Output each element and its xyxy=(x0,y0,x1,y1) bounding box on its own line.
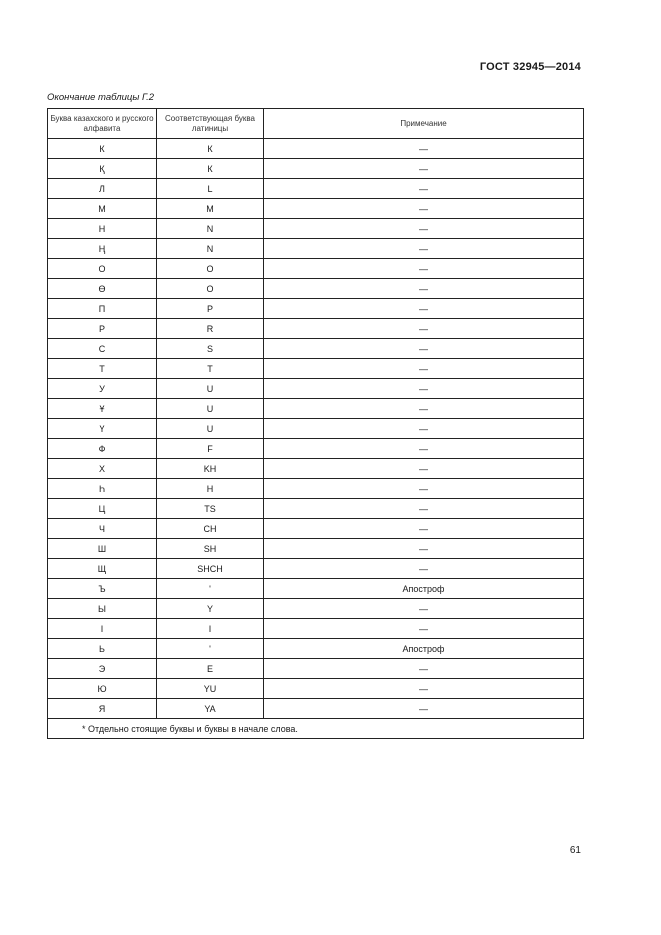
table-caption: Окончание таблицы Г.2 xyxy=(47,92,155,103)
cell-latin-letter: SHCH xyxy=(157,559,264,579)
cell-kazakh-russian-letter: Н xyxy=(48,219,157,239)
table-body xyxy=(48,139,584,719)
cell-latin-letter: O xyxy=(157,259,264,279)
cell-note: — xyxy=(264,159,584,179)
cell-kazakh-russian-letter: Ү xyxy=(48,419,157,439)
cell-note: — xyxy=(264,539,584,559)
table-row xyxy=(48,619,584,639)
cell-latin-letter: P xyxy=(157,299,264,319)
table-row xyxy=(48,139,584,159)
cell-note: — xyxy=(264,219,584,239)
cell-latin-letter: U xyxy=(157,419,264,439)
table-row xyxy=(48,339,584,359)
cell-kazakh-russian-letter: Щ xyxy=(48,559,157,579)
table-footnote: * Отдельно стоящие буквы и буквы в начале слова. xyxy=(48,719,584,739)
cell-note: — xyxy=(264,439,584,459)
cell-note: — xyxy=(264,359,584,379)
table-header-row xyxy=(48,109,584,139)
cell-kazakh-russian-letter: Я xyxy=(48,699,157,719)
cell-latin-letter: ' xyxy=(157,639,264,659)
cell-kazakh-russian-letter: К xyxy=(48,139,157,159)
cell-note: — xyxy=(264,259,584,279)
cell-note: — xyxy=(264,319,584,339)
table-row xyxy=(48,559,584,579)
cell-note: — xyxy=(264,479,584,499)
table-row xyxy=(48,359,584,379)
cell-note: — xyxy=(264,699,584,719)
cell-kazakh-russian-letter: Ъ xyxy=(48,579,157,599)
cell-latin-letter: E xyxy=(157,659,264,679)
table-row xyxy=(48,659,584,679)
cell-kazakh-russian-letter: Ш xyxy=(48,539,157,559)
table-row xyxy=(48,419,584,439)
table-row xyxy=(48,299,584,319)
cell-latin-letter: SH xyxy=(157,539,264,559)
cell-note: — xyxy=(264,139,584,159)
cell-kazakh-russian-letter: Ю xyxy=(48,679,157,699)
table-row xyxy=(48,319,584,339)
table-row xyxy=(48,699,584,719)
table-row xyxy=(48,399,584,419)
cell-kazakh-russian-letter: Ь xyxy=(48,639,157,659)
cell-note: — xyxy=(264,339,584,359)
table-row xyxy=(48,639,584,659)
column-header-note: Примечание xyxy=(264,109,584,139)
cell-kazakh-russian-letter: Ң xyxy=(48,239,157,259)
table-row xyxy=(48,679,584,699)
table-row xyxy=(48,439,584,459)
table-row xyxy=(48,539,584,559)
letter-table xyxy=(47,108,584,739)
cell-latin-letter: YU xyxy=(157,679,264,699)
cell-kazakh-russian-letter: Ы xyxy=(48,599,157,619)
cell-note: — xyxy=(264,659,584,679)
cell-kazakh-russian-letter: Һ xyxy=(48,479,157,499)
cell-note: Апостроф xyxy=(264,639,584,659)
cell-kazakh-russian-letter: Э xyxy=(48,659,157,679)
page-number: 61 xyxy=(569,845,581,856)
table-row xyxy=(48,159,584,179)
cell-note: — xyxy=(264,459,584,479)
cell-kazakh-russian-letter: Ч xyxy=(48,519,157,539)
cell-latin-letter: TS xyxy=(157,499,264,519)
table-row xyxy=(48,179,584,199)
cell-kazakh-russian-letter: П xyxy=(48,299,157,319)
cell-latin-letter: KH xyxy=(157,459,264,479)
cell-kazakh-russian-letter: Т xyxy=(48,359,157,379)
cell-latin-letter: U xyxy=(157,379,264,399)
cell-latin-letter: L xyxy=(157,179,264,199)
cell-latin-letter: N xyxy=(157,239,264,259)
table-row xyxy=(48,579,584,599)
cell-note: Апостроф xyxy=(264,579,584,599)
cell-note: — xyxy=(264,279,584,299)
table-row xyxy=(48,379,584,399)
column-header-kazakh-russian: Буква казахского и русского алфавита xyxy=(48,109,157,139)
cell-note: — xyxy=(264,179,584,199)
table-row xyxy=(48,219,584,239)
cell-kazakh-russian-letter: С xyxy=(48,339,157,359)
cell-latin-letter: ' xyxy=(157,579,264,599)
cell-latin-letter: F xyxy=(157,439,264,459)
cell-note: — xyxy=(264,559,584,579)
cell-kazakh-russian-letter: Ц xyxy=(48,499,157,519)
footnote-row xyxy=(48,719,584,739)
cell-latin-letter: М xyxy=(157,199,264,219)
cell-latin-letter: T xyxy=(157,359,264,379)
cell-latin-letter: YA xyxy=(157,699,264,719)
cell-note: — xyxy=(264,499,584,519)
cell-latin-letter: Y xyxy=(157,599,264,619)
cell-note: — xyxy=(264,519,584,539)
cell-note: — xyxy=(264,679,584,699)
table-row xyxy=(48,599,584,619)
cell-note: — xyxy=(264,379,584,399)
cell-note: — xyxy=(264,299,584,319)
cell-note: — xyxy=(264,599,584,619)
cell-latin-letter: I xyxy=(157,619,264,639)
cell-note: — xyxy=(264,619,584,639)
cell-kazakh-russian-letter: Ұ xyxy=(48,399,157,419)
cell-kazakh-russian-letter: У xyxy=(48,379,157,399)
column-header-latin: Соответствующая буква латиницы xyxy=(157,109,264,139)
table-row xyxy=(48,239,584,259)
cell-kazakh-russian-letter: Х xyxy=(48,459,157,479)
cell-kazakh-russian-letter: Ф xyxy=(48,439,157,459)
cell-note: — xyxy=(264,239,584,259)
cell-latin-letter: К xyxy=(157,159,264,179)
cell-latin-letter: N xyxy=(157,219,264,239)
cell-latin-letter: CH xyxy=(157,519,264,539)
cell-note: — xyxy=(264,199,584,219)
table-row xyxy=(48,519,584,539)
cell-kazakh-russian-letter: Р xyxy=(48,319,157,339)
cell-latin-letter: O xyxy=(157,279,264,299)
cell-kazakh-russian-letter: Л xyxy=(48,179,157,199)
cell-kazakh-russian-letter: І xyxy=(48,619,157,639)
cell-kazakh-russian-letter: Қ xyxy=(48,159,157,179)
cell-kazakh-russian-letter: О xyxy=(48,259,157,279)
cell-kazakh-russian-letter: Ө xyxy=(48,279,157,299)
cell-kazakh-russian-letter: М xyxy=(48,199,157,219)
document-header: ГОСТ 32945—2014 xyxy=(479,61,581,73)
cell-note: — xyxy=(264,399,584,419)
cell-latin-letter: R xyxy=(157,319,264,339)
table-row xyxy=(48,499,584,519)
cell-latin-letter: S xyxy=(157,339,264,359)
table-row xyxy=(48,479,584,499)
table-row xyxy=(48,199,584,219)
cell-note: — xyxy=(264,419,584,439)
cell-latin-letter: К xyxy=(157,139,264,159)
table-row xyxy=(48,279,584,299)
table-row xyxy=(48,259,584,279)
cell-latin-letter: U xyxy=(157,399,264,419)
cell-latin-letter: H xyxy=(157,479,264,499)
table-row xyxy=(48,459,584,479)
